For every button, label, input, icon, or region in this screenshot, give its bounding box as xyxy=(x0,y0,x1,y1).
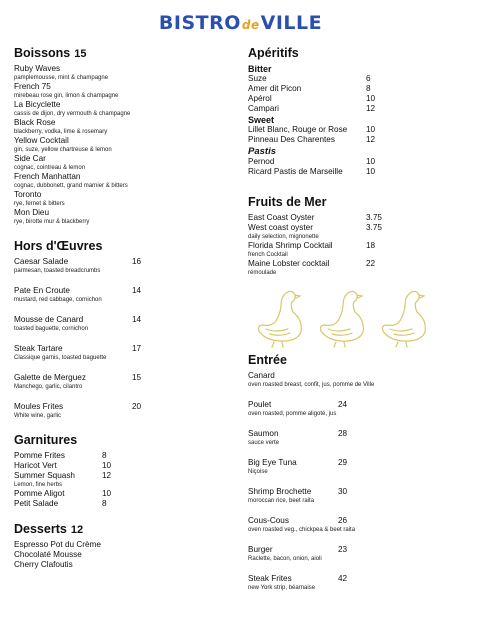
menu-item: Amer dit Picon 8 xyxy=(248,84,371,93)
menu-item: Lillet Blanc, Rouge or Rose 10 xyxy=(248,125,376,134)
menu-item: West coast oyster 3.75 daily selection, mignonette xyxy=(248,223,382,240)
menu-item: Campari 12 xyxy=(248,104,376,113)
logo-part-3: VILLE xyxy=(260,12,323,34)
hors-heading: Hors d'Œuvres xyxy=(14,239,103,253)
menu-item: Pernod 10 xyxy=(248,157,376,166)
menu-item: Black Rose blackberry, vodka, lime & rosemary xyxy=(14,118,108,135)
menu-item: Steak Tartare 17 Classique garnis, toasted baguette xyxy=(14,344,142,361)
menu-item: Espresso Pot du Crème xyxy=(14,540,101,549)
menu-item: Side Car cognac, cointreau & lemon xyxy=(14,154,86,171)
menu-item: Galette de Merguez 15 Manchego, garlic, cilantro xyxy=(14,373,142,390)
menu-item: Summer Squash 12 Lemon, fine herbs xyxy=(14,471,112,488)
menu-item: Pomme Frites 8 xyxy=(14,451,107,460)
menu-item: Yellow Cocktail gin, suze, yellow chartreuse & lemon xyxy=(14,136,112,153)
menu-item: Cous-Cous 26 oven roasted veg., chickpea & beet raita xyxy=(248,516,356,533)
sweet-list xyxy=(248,125,468,145)
garnitures-list xyxy=(14,451,226,509)
duck-icon xyxy=(383,291,426,347)
duck-drawings xyxy=(248,285,428,349)
menu-item: Pate En Croute 14 mustard, red cabbage, cornichon xyxy=(14,286,142,303)
hors-list xyxy=(14,257,226,420)
menu-item: Big Eye Tuna 29 Niçoise xyxy=(248,458,348,475)
logo-part-1: BISTRO xyxy=(158,12,241,34)
menu-item: Florida Shrimp Cocktail 18 french Cocktail xyxy=(248,241,376,258)
menu-item: Cherry Clafoutis xyxy=(14,560,73,569)
menu-item: Mousse de Canard 14 toasted baguette, cornichon xyxy=(14,315,142,332)
pastis-subheading: Pastis xyxy=(248,146,276,157)
menu-item: Ruby Waves pamplemousse, mint & champagne xyxy=(14,64,109,81)
garnitures-heading: Garnitures xyxy=(14,433,78,447)
menu-item: Caesar Salade 16 parmesan, toasted breadcrumbs xyxy=(14,257,142,274)
restaurant-logo xyxy=(0,12,481,34)
menu-item: French 75 mirebeau rose gin, limon & champagne xyxy=(14,82,119,99)
menu-item: French Manhattan cognac, dubbonett, grand marnier & bitters xyxy=(14,172,128,189)
menu-item: Saumon 28 sauce verte xyxy=(248,429,348,446)
menu-item: Steak Frites 42 new York strip, béarnaise xyxy=(248,574,348,591)
menu-item: Mon Dieu rye, birotte mur & blackberry xyxy=(14,208,90,225)
sweet-subheading: Sweet xyxy=(248,115,275,125)
bitter-subheading: Bitter xyxy=(248,64,272,74)
menu-item: Ricard Pastis de Marseille 10 xyxy=(248,167,376,176)
menu-item: Pinneau Des Charentes 12 xyxy=(248,135,376,144)
menu-item: Burger 23 Raclette, bacon, onion, aioli xyxy=(248,545,348,562)
right-column xyxy=(248,46,468,592)
menu-item: Chocolaté Mousse xyxy=(14,550,82,559)
boissons-list xyxy=(14,64,226,226)
pastis-list xyxy=(248,157,468,177)
fruits-list xyxy=(248,213,468,277)
desserts-list xyxy=(14,540,226,570)
entree-heading: Entrée xyxy=(248,353,287,367)
menu-item: Petit Salade 8 xyxy=(14,499,107,508)
menu-item: Shrimp Brochette 30 moroccan rice, beet raita xyxy=(248,487,348,504)
menu-item: La Bicyclette cassis de dijon, dry vermouth & champagne xyxy=(14,100,131,117)
menu-item: Moules Frites 20 White wine, garlic xyxy=(14,402,142,419)
left-column xyxy=(14,46,226,570)
duck-icon xyxy=(259,291,302,347)
entree-list xyxy=(248,371,468,592)
menu-item: Toronto rye, fernet & bitters xyxy=(14,190,65,207)
menu-item: Pomme Aligot 10 xyxy=(14,489,112,498)
desserts-heading: Desserts 12 xyxy=(14,522,84,536)
logo-part-2: de xyxy=(241,18,260,32)
menu-item: East Coast Oyster 3.75 xyxy=(248,213,382,222)
menu-item: Maine Lobster cocktail 22 rémoulade xyxy=(248,259,376,276)
menu-item: Apérol 10 xyxy=(248,94,376,103)
duck-icon xyxy=(321,291,364,347)
menu-item: Haricot Vert 10 xyxy=(14,461,112,470)
fruits-heading: Fruits de Mer xyxy=(248,195,327,209)
bitter-list xyxy=(248,74,468,114)
aperitifs-heading: Apéritifs xyxy=(248,46,299,60)
menu-item: Suze 6 xyxy=(248,74,371,83)
menu-item: Poulet 24 oven roasted, pomme aligoté, jus xyxy=(248,400,348,417)
ducks-illustration xyxy=(248,285,468,349)
menu-item: Canard oven roasted breast, confit, jus, pomme de Ville xyxy=(248,371,375,388)
boissons-heading: Boissons 15 xyxy=(14,46,87,60)
